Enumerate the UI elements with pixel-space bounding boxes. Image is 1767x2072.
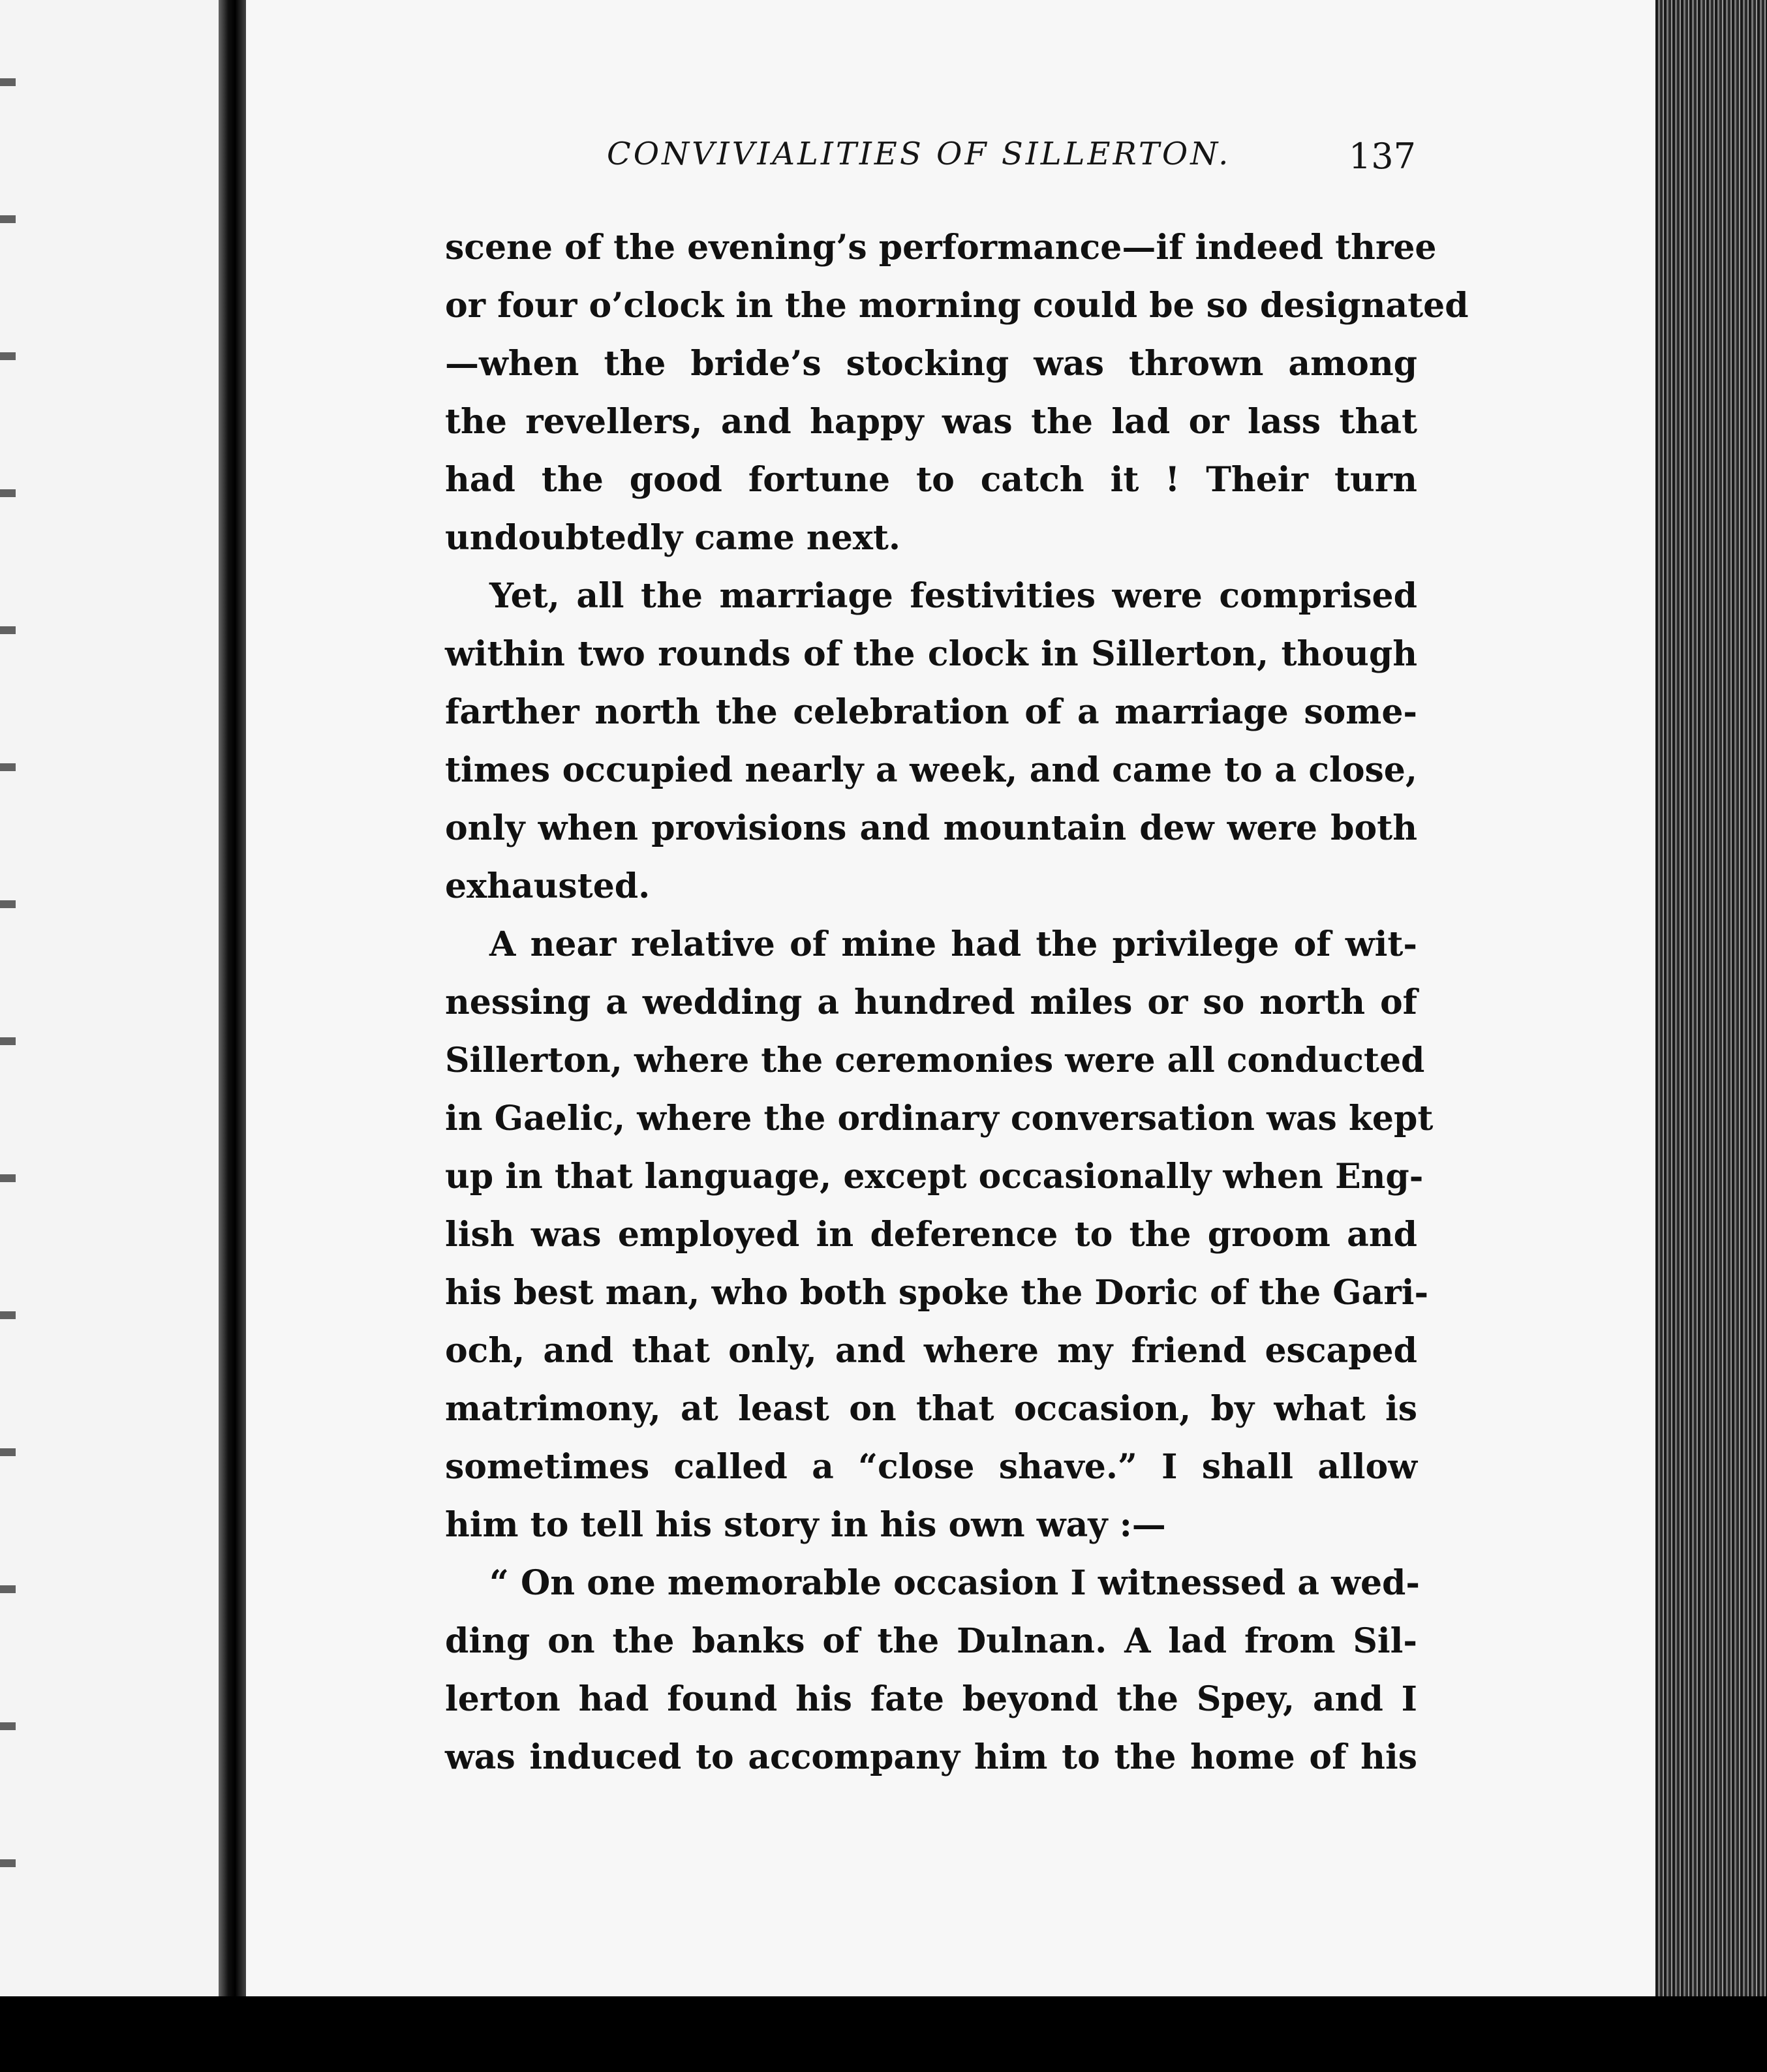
book-gutter xyxy=(219,0,246,1996)
running-title: CONVIVIALITIES OF SILLERTON. xyxy=(607,136,1231,172)
page-edges xyxy=(1655,0,1767,1996)
text-line: his best man, who both spoke the Doric of the Gari- xyxy=(445,1273,1429,1313)
text-line: within two rounds of the clock in Sillerton, though xyxy=(445,634,1417,674)
text-line: undoubtedly came next. xyxy=(445,518,900,558)
text-line: matrimony, at least on that occasion, by what is xyxy=(445,1389,1417,1429)
page-number: 137 xyxy=(1348,136,1416,177)
paragraph-3 xyxy=(445,915,1434,1554)
text-line: exhausted. xyxy=(445,866,651,906)
text-line: or four o’clock in the morning could be so designated xyxy=(445,286,1469,326)
scan-bottom-border xyxy=(0,1996,1767,2072)
body-text xyxy=(445,219,1469,1786)
previous-page-text-fragments xyxy=(0,0,16,2072)
text-line: sometimes called a “close shave.” I shall allow xyxy=(445,1447,1417,1487)
text-line: in Gaelic, where the ordinary conversation was kept xyxy=(445,1099,1434,1138)
paragraph-1 xyxy=(445,219,1469,567)
text-line: och, and that only, and where my friend escaped xyxy=(445,1331,1417,1371)
text-line: scene of the evening’s performance—if indeed three xyxy=(445,228,1437,267)
text-line: only when provisions and mountain dew were both xyxy=(445,808,1417,848)
text-line: lish was employed in deference to the groom and xyxy=(445,1215,1417,1255)
text-line: had the good fortune to catch it ! Their turn xyxy=(445,460,1417,500)
text-line: —when the bride’s stocking was thrown among xyxy=(445,344,1417,384)
text-line: Sillerton, where the ceremonies were all conducted xyxy=(445,1041,1425,1080)
text-line: lerton had found his fate beyond the Spey, and I xyxy=(445,1679,1417,1719)
text-line: nessing a wedding a hundred miles or so north of xyxy=(445,983,1417,1022)
paragraph-2 xyxy=(445,567,1417,915)
text-line: him to tell his story in his own way :— xyxy=(445,1505,1166,1545)
text-line: times occupied nearly a week, and came to a close, xyxy=(445,750,1417,790)
previous-page-edge xyxy=(0,0,219,2072)
text-line: farther north the celebration of a marriage some- xyxy=(445,692,1417,732)
paragraph-4 xyxy=(445,1554,1420,1786)
running-head xyxy=(365,136,1416,181)
text-line: up in that language, except occasionally when Eng- xyxy=(445,1157,1424,1196)
text-line: A near relative of mine had the privilege of wit- xyxy=(489,924,1417,964)
text-line: was induced to accompany him to the home of his xyxy=(445,1737,1417,1777)
text-line: Yet, all the marriage festivities were comprised xyxy=(489,576,1417,616)
text-line: ding on the banks of the Dulnan. A lad from Sil- xyxy=(445,1621,1417,1661)
text-line: “ On one memorable occasion I witnessed a wed- xyxy=(489,1563,1420,1603)
text-line: the revellers, and happy was the lad or lass that xyxy=(445,402,1417,442)
